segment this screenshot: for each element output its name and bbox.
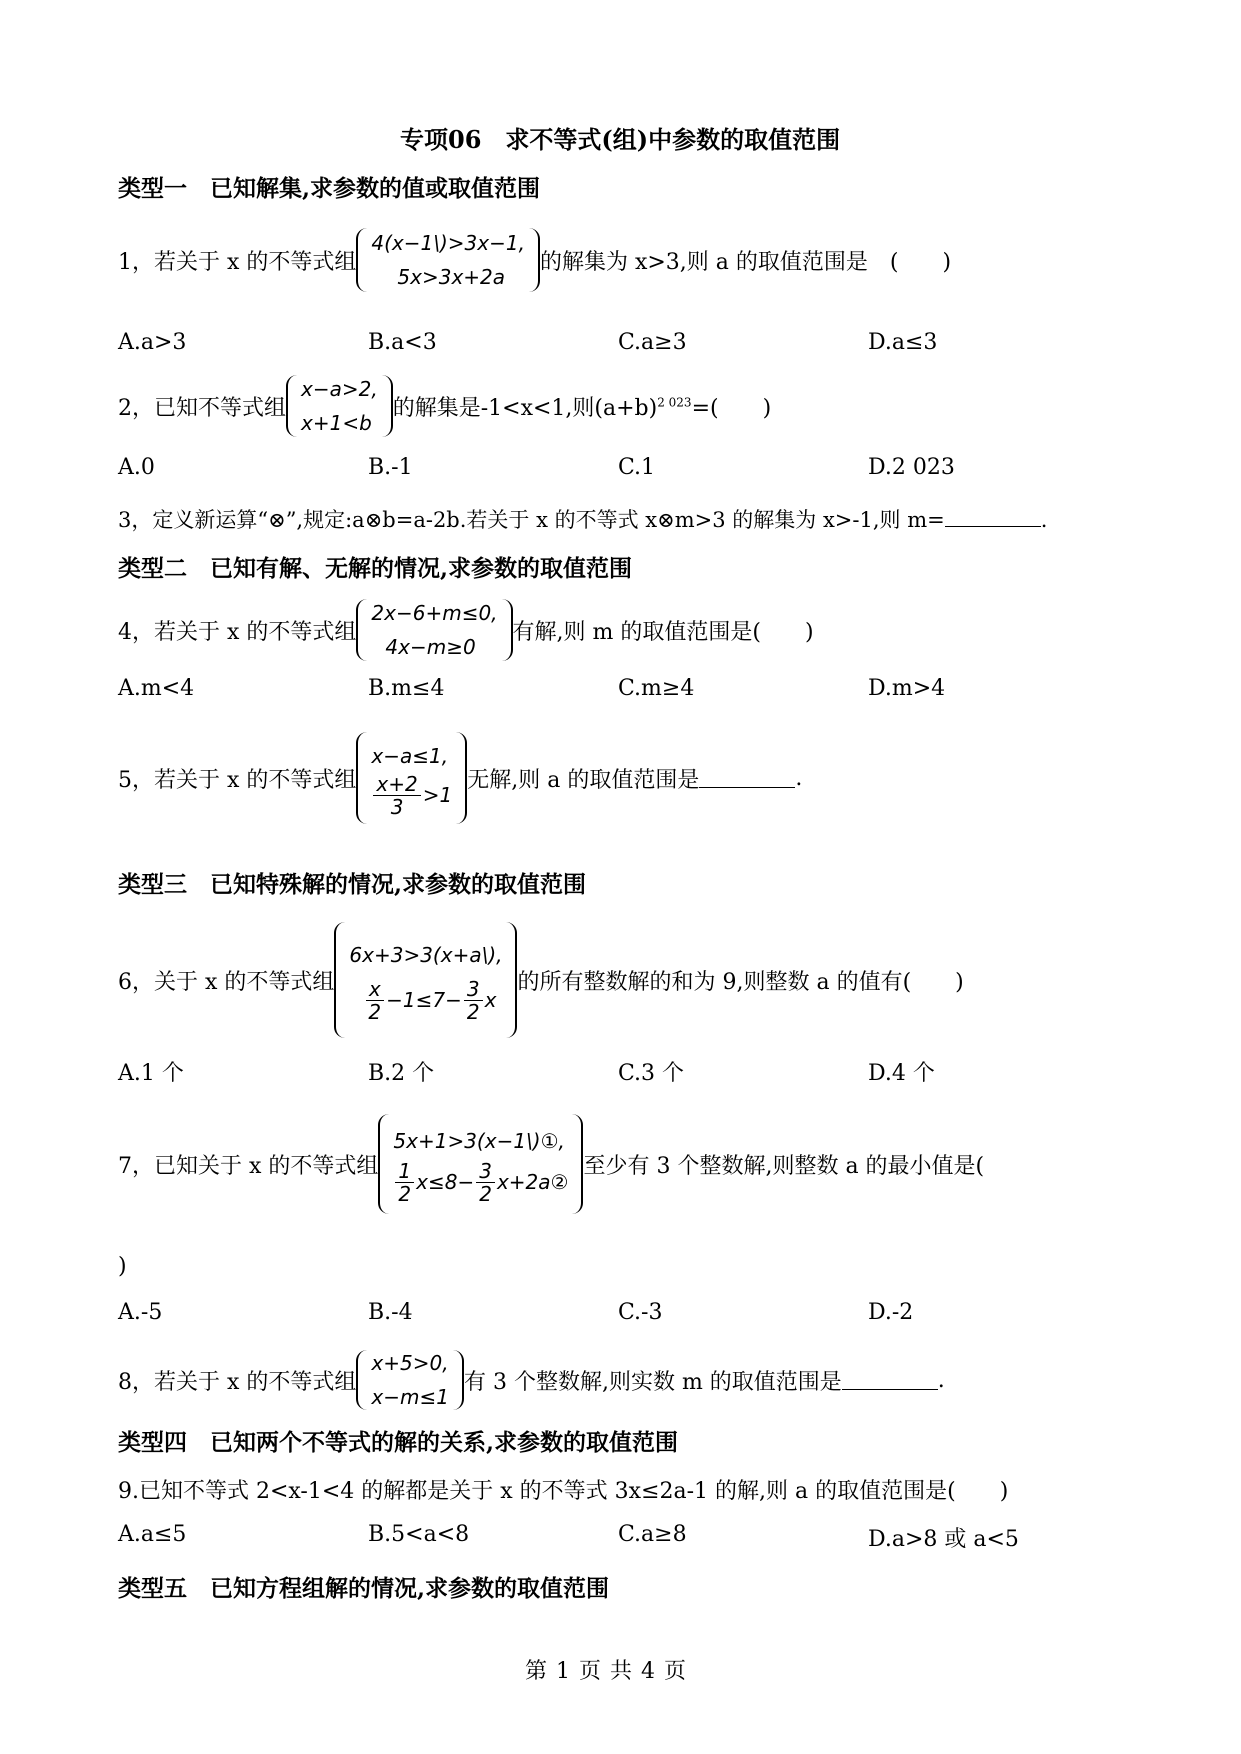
question-3-text: 3，定义新运算“⊗”,规定:a⊗b=a-2b.若关于 x 的不等式 x⊗m>3 的解集为 x>-1,则 m= xyxy=(118,508,945,532)
inequality-system-7 xyxy=(378,1114,583,1214)
inequality-system-1 xyxy=(356,226,540,294)
answer-blank[interactable] xyxy=(945,508,1041,527)
q4-option-c: C.m≥4 xyxy=(618,676,695,701)
question-6-prefix: 6，关于 x 的不等式组 xyxy=(118,969,335,995)
inequality-system-8 xyxy=(356,1346,464,1414)
q7-option-a: A.-5 xyxy=(118,1300,163,1325)
question-6-suffix: 的所有整数解的和为 9,则整数 a 的值有( ) xyxy=(517,969,964,995)
question-7 xyxy=(118,1114,984,1214)
section-heading-4: 类型四 已知两个不等式的解的关系,求参数的取值范围 xyxy=(118,1429,679,1456)
q2-option-b: B.-1 xyxy=(368,455,413,480)
q7-option-d: D.-2 xyxy=(868,1300,914,1325)
system-8-line-1: x+5>0, xyxy=(371,1351,449,1375)
question-4 xyxy=(118,596,814,664)
system-8-line-2: x−m≤1 xyxy=(371,1385,449,1409)
system-5-line-1: x−a≤1, xyxy=(371,743,449,768)
system-7-line-1: 5x+1>3(x−1\)①, xyxy=(393,1128,565,1153)
q1-option-c: C.a≥3 xyxy=(618,330,687,355)
answer-blank[interactable] xyxy=(699,769,795,788)
question-8: 8，若关于 x 的不等式组 x+5>0, x−m≤1 有 3 个整数解,则实数 m 的取值范围是 . xyxy=(118,1346,945,1414)
question-1-suffix: 的解集为 x>3,则 a 的取值范围是 ( ) xyxy=(539,249,952,275)
q4-option-a: A.m<4 xyxy=(118,676,195,701)
question-5-prefix: 5，若关于 x 的不等式组 xyxy=(118,767,357,793)
q6-option-d: D.4 个 xyxy=(868,1061,935,1086)
exponent: 2 023 xyxy=(657,395,692,410)
question-2-suffix: 的解集是-1<x<1,则$(a+b)^{2 023}=$( ) xyxy=(392,395,772,421)
q9-option-a: A.a≤5 xyxy=(118,1522,187,1547)
section-heading-5: 类型五 已知方程组解的情况,求参数的取值范围 xyxy=(118,1575,610,1602)
system-1-line-1: 4(x−1\)>3x−1, xyxy=(371,231,525,255)
question-4-prefix: 4，若关于 x 的不等式组 xyxy=(118,619,357,645)
system-4-line-2: 4x−m≥0 xyxy=(385,635,476,659)
question-1 xyxy=(118,226,951,294)
q2-option-c: C.1 xyxy=(618,455,656,480)
q4-option-b: B.m≤4 xyxy=(368,676,445,701)
question-3: 3，定义新运算“⊗”,规定:a⊗b=a-2b.若关于 x 的不等式 x⊗m>3 的解集为 x>-1,则 m= . xyxy=(118,508,1048,532)
question-6 xyxy=(118,922,964,1038)
inequality-system-6 xyxy=(334,922,517,1038)
question-5: 5，若关于 x 的不等式组 x−a≤1, $\frac{x+2}{3}$ >1 无解,则 a 的取值范围是 . xyxy=(118,732,802,824)
system-1-line-2: 5x>3x+2a xyxy=(397,265,506,289)
q1-option-b: B.a<3 xyxy=(368,330,437,355)
question-5-suffix: 无解,则 a 的取值范围是 xyxy=(467,767,700,793)
section-heading-1: 类型一 已知解集,求参数的值或取值范围 xyxy=(118,175,541,202)
system-5-line-2: $\frac{x+2}{3}$ >1 xyxy=(371,773,452,818)
question-8-prefix: 8，若关于 x 的不等式组 xyxy=(118,1369,357,1395)
answer-blank[interactable] xyxy=(842,1371,938,1390)
section-heading-3: 类型三 已知特殊解的情况,求参数的取值范围 xyxy=(118,871,587,898)
inequality-system-4 xyxy=(356,596,512,664)
question-4-suffix: 有解,则 m 的取值范围是( ) xyxy=(512,619,814,645)
question-7-close: ) xyxy=(118,1254,127,1279)
q2-option-a: A.0 xyxy=(118,455,155,480)
question-8-suffix: 有 3 个整数解,则实数 m 的取值范围是 xyxy=(463,1369,842,1395)
q6-option-a: A.1 个 xyxy=(118,1061,184,1086)
question-2 xyxy=(118,372,771,440)
q1-option-d: D.a≤3 xyxy=(868,330,938,355)
system-4-line-1: 2x−6+m≤0, xyxy=(371,601,498,625)
q9-option-d: D.a>8 或 a<5 xyxy=(868,1527,1019,1552)
inequality-system-2 xyxy=(286,372,393,440)
page-footer: 第 1 页 共 4 页 xyxy=(525,1659,687,1684)
q4-option-d: D.m>4 xyxy=(868,676,946,701)
q2-option-d: D.2 023 xyxy=(868,455,955,480)
q6-option-b: B.2 个 xyxy=(368,1061,435,1086)
question-9: 9.已知不等式 2<x-1<4 的解都是关于 x 的不等式 3x≤2a-1 的解,则 a 的取值范围是( ) xyxy=(118,1479,1009,1504)
question-2-prefix: 2，已知不等式组 xyxy=(118,395,286,421)
page-title: 专项06 求不等式(组)中参数的取值范围 xyxy=(400,125,841,154)
q7-option-c: C.-3 xyxy=(618,1300,663,1325)
q7-option-b: B.-4 xyxy=(368,1300,413,1325)
system-6-line-2: $\frac{x}{2}$ −1≤7− $\frac{3}{2}$ x xyxy=(349,978,502,1023)
q9-option-c: C.a≥8 xyxy=(618,1522,687,1547)
section-heading-2: 类型二 已知有解、无解的情况,求参数的取值范围 xyxy=(118,555,633,582)
system-2-line-2: x+1<b xyxy=(301,411,372,435)
system-7-line-2: $\frac{1}{2}$ x≤8− $\frac{3}{2}$ x+2a② xyxy=(393,1160,568,1205)
question-7-prefix: 7，已知关于 x 的不等式组 xyxy=(118,1153,379,1179)
q1-option-a: A.a>3 xyxy=(118,330,187,355)
question-7-suffix: 至少有 3 个整数解,则整数 a 的最小值是( xyxy=(583,1153,985,1179)
inequality-system-5 xyxy=(356,732,467,824)
system-2-line-1: x−a>2, xyxy=(301,377,378,401)
question-1-prefix: 1，若关于 x 的不等式组 xyxy=(118,249,357,275)
q9-option-b: B.5<a<8 xyxy=(368,1522,470,1547)
q6-option-c: C.3 个 xyxy=(618,1061,685,1086)
system-6-line-1: 6x+3>3(x+a\), xyxy=(349,942,503,967)
